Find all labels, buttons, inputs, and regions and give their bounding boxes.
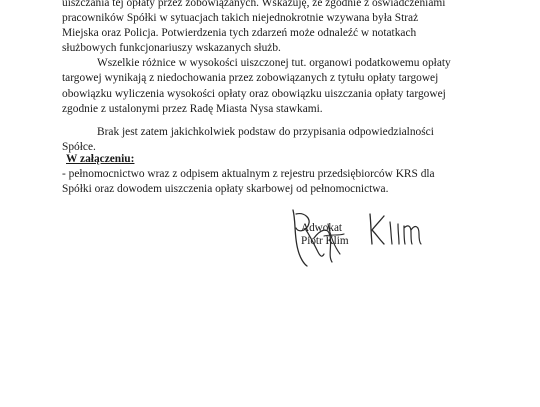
document-body <box>62 0 482 155</box>
attachments-heading: W załączeniu: <box>66 153 135 165</box>
paragraph-2 <box>62 56 482 116</box>
handwritten-signature <box>284 206 348 268</box>
text-line: Miejska oraz Policja. Potwierdzenia tych zdarzeń może odnaleźć w notatkach <box>62 27 417 40</box>
text-line: Brak jest zatem jakichkolwiek podstaw do przypisania odpowiedzialności <box>97 125 434 138</box>
text-line: służbowych funkcjonariuszy wskazanych służb. <box>62 42 281 55</box>
paragraph-3 <box>62 125 482 155</box>
text-line: targowej wynikają z niedochowania przez zobowiązanych z tytułu opłaty targowej <box>62 72 439 85</box>
paragraph-1 <box>62 0 482 56</box>
text-line: pracowników Spółki w sytuacjach takich niejednokrotnie wzywana była Straż <box>62 12 419 25</box>
text-line: uiszczania tej opłaty przez zobowiązanych. Wskazuję, że zgodnie z oświadczeniami <box>62 0 446 9</box>
signature-title: Adwokat <box>301 222 343 234</box>
attachments-list <box>62 167 482 197</box>
text-line: obowiązku wyliczenia wysokości opłaty oraz obowiązku uiszczania opłaty targowej <box>62 87 446 100</box>
text-line: Wszelkie różnice w wysokości uiszczonej tut. organowi podatkowemu opłaty <box>97 57 451 70</box>
handwritten-signature-klim <box>364 210 428 248</box>
attachment-line: Spółki oraz dowodem uiszczenia opłaty skarbowej od pełnomocnictwa. <box>62 183 389 195</box>
text-line: Spółce. <box>62 140 96 153</box>
attachment-line: - pełnomocnictwo wraz z odpisem aktualnym z rejestru przedsiębiorców KRS dla <box>62 168 435 180</box>
text-line: zgodnie z ustalonymi przez Radę Miasta Nysa stawkami. <box>62 102 323 115</box>
signature-name: Piotr Klim <box>301 235 349 247</box>
